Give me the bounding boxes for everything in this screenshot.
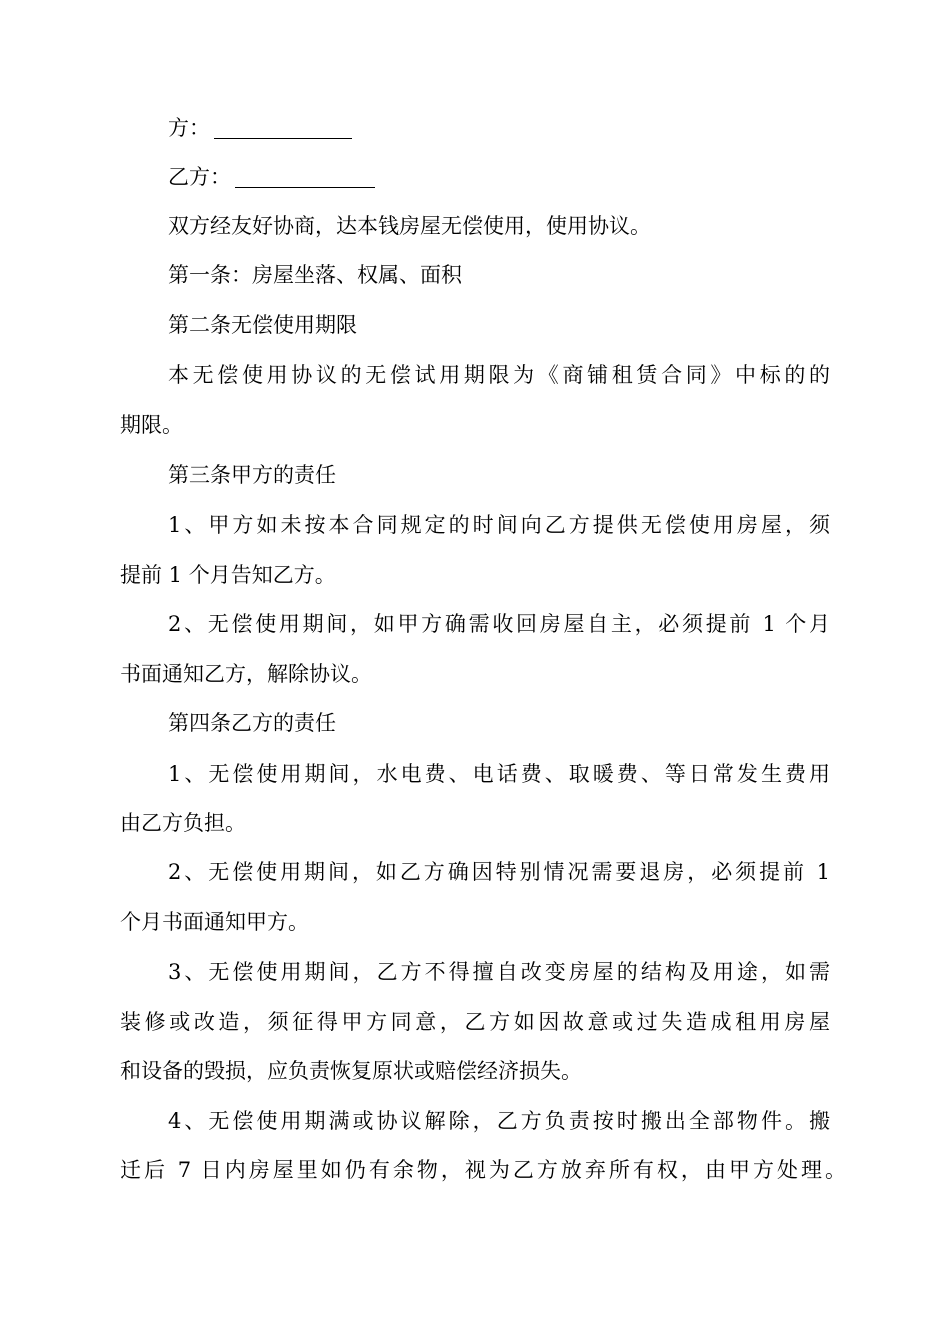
article-4-heading: 第四条乙方的责任 bbox=[168, 711, 336, 735]
article-2-text-line-1: 本无偿使用协议的无偿试用期限为《商铺租赁合同》中标的的 bbox=[168, 363, 830, 387]
article-4-item-2-line-1: 2、无偿使用期间，如乙方确因特别情况需要退房，必须提前 1 bbox=[168, 860, 830, 884]
article-4-item-4-line-2: 迁后 7 日内房屋里如仍有余物，视为乙方放弃所有权，由甲方处理。 bbox=[120, 1158, 846, 1182]
party-b-label: 乙方： bbox=[168, 165, 231, 189]
article-4-item-4-line-1: 4、无偿使用期满或协议解除，乙方负责按时搬出全部物件。搬 bbox=[168, 1109, 830, 1133]
party-a-line bbox=[168, 113, 352, 143]
article-4-item-1-line-1: 1、无偿使用期间，水电费、电话费、取暖费、等日常发生费用 bbox=[168, 762, 830, 786]
intro-paragraph: 双方经友好协商，达本钱房屋无偿使用，使用协议。 bbox=[168, 214, 651, 238]
party-b-line bbox=[168, 162, 375, 192]
article-3-item-2-line-2: 书面通知乙方，解除协议。 bbox=[120, 662, 372, 686]
article-4-item-3-line-2: 装修或改造，须征得甲方同意，乙方如因故意或过失造成租用房屋 bbox=[120, 1010, 830, 1034]
article-4-item-3-line-3: 和设备的毁损，应负责恢复原状或赔偿经济损失。 bbox=[120, 1059, 582, 1083]
party-a-blank bbox=[214, 116, 352, 139]
article-1-heading: 第一条：房屋坐落、权属、面积 bbox=[168, 263, 462, 287]
party-b-blank bbox=[235, 165, 375, 188]
article-4-item-3-line-1: 3、无偿使用期间，乙方不得擅自改变房屋的结构及用途，如需 bbox=[168, 960, 830, 984]
article-4-item-2-line-2: 个月书面通知甲方。 bbox=[120, 910, 309, 934]
article-4-item-1-line-2: 由乙方负担。 bbox=[120, 811, 246, 835]
article-2-text-line-2: 期限。 bbox=[120, 413, 183, 437]
party-a-label: 方： bbox=[168, 116, 210, 140]
article-2-heading: 第二条无偿使用期限 bbox=[168, 313, 357, 337]
article-3-item-1-line-1: 1、甲方如未按本合同规定的时间向乙方提供无偿使用房屋，须 bbox=[168, 513, 830, 537]
article-3-item-2-line-1: 2、无偿使用期间，如甲方确需收回房屋自主，必须提前 1 个月 bbox=[168, 612, 830, 636]
article-3-item-1-line-2: 提前 1 个月告知乙方。 bbox=[120, 563, 336, 587]
article-3-heading: 第三条甲方的责任 bbox=[168, 463, 336, 487]
